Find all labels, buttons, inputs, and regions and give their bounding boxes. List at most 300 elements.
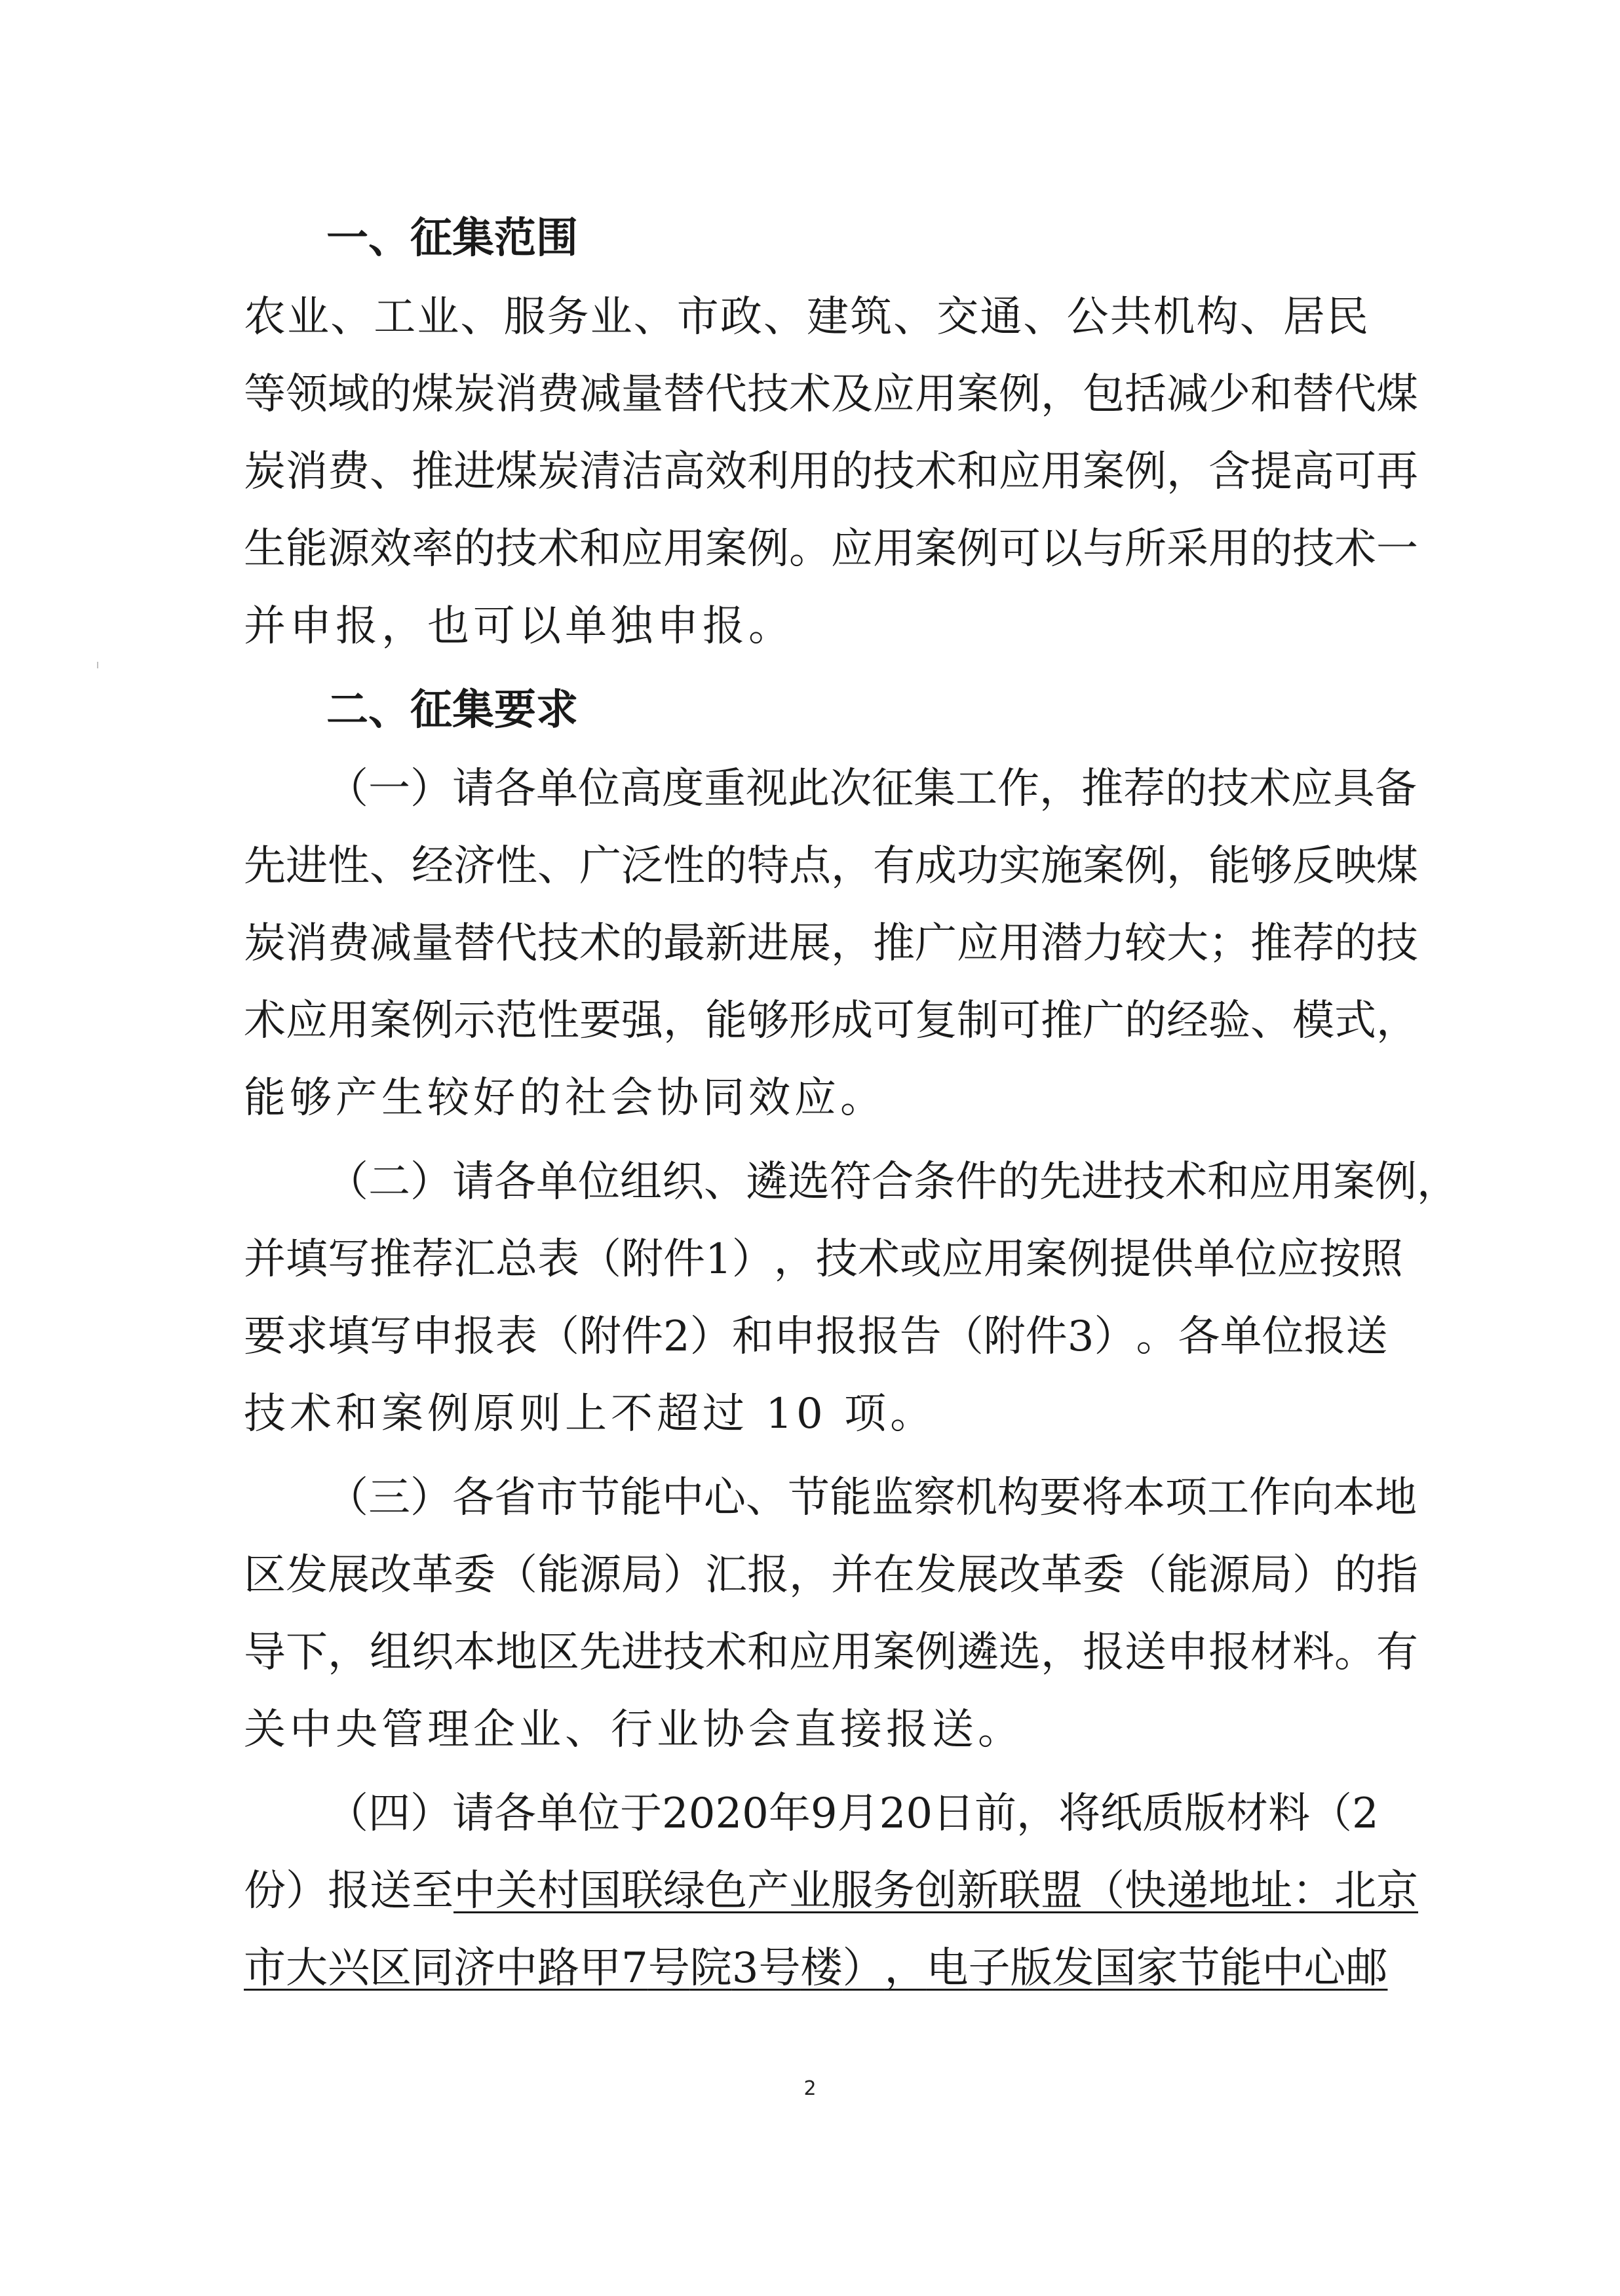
- paragraph-line: [244, 1301, 1388, 1372]
- text-glyph: 中: [662, 1474, 704, 1522]
- paragraph-line: [244, 1224, 1403, 1295]
- text-glyph: 可: [999, 525, 1041, 573]
- text-glyph: 荐: [412, 1235, 453, 1284]
- text-glyph: 单: [536, 765, 578, 813]
- text-glyph: 送: [370, 1867, 412, 1915]
- text-glyph: 局: [1250, 1551, 1292, 1599]
- text-glyph: 用: [663, 525, 705, 573]
- text-glyph: 构: [997, 1474, 1039, 1522]
- text-glyph: 功: [957, 842, 999, 890]
- text-glyph: 心: [704, 1474, 746, 1522]
- text-glyph: 要: [1039, 1474, 1081, 1522]
- text-glyph: 报: [815, 1312, 858, 1361]
- text-glyph: 替: [663, 370, 705, 419]
- text-glyph: 推: [1081, 765, 1123, 813]
- paragraph-line: [244, 1540, 1418, 1611]
- text-glyph: 技: [537, 919, 579, 968]
- text-glyph: 号: [758, 1944, 801, 1993]
- text-glyph: 用: [1291, 1158, 1333, 1206]
- text-glyph: 费: [328, 919, 370, 968]
- text-glyph: 和: [747, 1628, 789, 1677]
- text-glyph: 产: [747, 1867, 789, 1915]
- text-glyph: ）: [731, 1235, 774, 1284]
- text-glyph: （: [326, 1789, 368, 1838]
- text-glyph: 源: [328, 525, 370, 573]
- text-glyph: 技: [495, 525, 537, 573]
- text-glyph: 报: [1208, 1628, 1250, 1677]
- text-glyph: 项: [1165, 1474, 1207, 1522]
- text-glyph: 强: [621, 997, 663, 1045]
- text-glyph: 等: [244, 370, 286, 419]
- text-glyph: 月: [837, 1789, 879, 1838]
- text-glyph: 革: [412, 1551, 453, 1599]
- text-glyph: 遴: [746, 1158, 788, 1206]
- text-glyph: 位: [578, 1789, 620, 1838]
- text-glyph: 快: [1125, 1867, 1167, 1915]
- text-glyph: 或: [899, 1235, 942, 1284]
- text-glyph: ，: [831, 842, 873, 890]
- text-glyph: 效: [370, 525, 412, 573]
- text-glyph: 技: [873, 448, 915, 496]
- text-glyph: 代: [705, 370, 747, 419]
- text-glyph: 组: [620, 1158, 662, 1206]
- text-glyph: 报: [1303, 1312, 1346, 1361]
- text-glyph: 煤: [1376, 370, 1418, 419]
- text-glyph: 局: [621, 1551, 663, 1599]
- text-glyph: 公: [1066, 293, 1109, 341]
- text-glyph: 区: [537, 1628, 579, 1677]
- text-glyph: 的: [1125, 997, 1167, 1045]
- text-glyph: 新: [705, 919, 747, 968]
- text-glyph: 炭: [244, 448, 286, 496]
- text-glyph: 改: [370, 1551, 412, 1599]
- text-glyph: 和: [731, 1312, 774, 1361]
- text-glyph: 洁: [621, 448, 663, 496]
- text-glyph: 最: [663, 919, 705, 968]
- text-glyph: 报: [328, 1867, 370, 1915]
- text-glyph: 有: [1376, 1628, 1418, 1677]
- text-glyph: 省: [494, 1474, 536, 1522]
- text-glyph: 费: [537, 370, 579, 419]
- text-glyph: 进: [286, 842, 328, 890]
- text-glyph: 展: [789, 919, 831, 968]
- text-glyph: 炭: [453, 370, 495, 419]
- text-glyph: 汇: [453, 1235, 495, 1284]
- text-glyph: 集: [914, 765, 955, 813]
- text-glyph: 括: [1125, 370, 1167, 419]
- text-glyph: 9: [810, 1789, 838, 1838]
- text-glyph: 委: [1083, 1551, 1125, 1599]
- text-glyph: 节: [788, 1474, 830, 1522]
- text-glyph: 施: [1041, 842, 1083, 890]
- text-glyph: 映: [1334, 842, 1376, 890]
- text-glyph: （: [1125, 1551, 1167, 1599]
- text-glyph: 提: [1109, 1235, 1151, 1284]
- text-glyph: 业: [590, 293, 632, 341]
- text-glyph: 2: [663, 1312, 690, 1361]
- text-glyph: 、: [893, 293, 936, 341]
- text-glyph: 特: [747, 842, 789, 890]
- text-glyph: 20: [879, 1789, 933, 1838]
- text-glyph: 应: [831, 525, 873, 573]
- text-glyph: 展: [328, 1551, 370, 1599]
- paragraph-line: [244, 514, 1418, 584]
- text-glyph: 术: [537, 525, 579, 573]
- text-glyph: 煤: [1376, 842, 1418, 890]
- text-glyph: 路: [537, 1944, 579, 1993]
- text-glyph: 单: [1220, 1312, 1262, 1361]
- text-glyph: ，: [789, 1551, 831, 1599]
- text-glyph: 煤: [495, 448, 537, 496]
- text-glyph: 的: [1165, 765, 1207, 813]
- section-heading-scope: 一、征集范围: [326, 214, 578, 263]
- text-glyph: 模: [1292, 997, 1334, 1045]
- text-glyph: 案: [873, 1628, 915, 1677]
- text-glyph: 术: [915, 448, 957, 496]
- text-glyph: 申: [412, 1312, 453, 1361]
- text-glyph: 能: [705, 997, 747, 1045]
- text-glyph: 技: [747, 370, 789, 419]
- text-glyph: 可: [873, 997, 915, 1045]
- text-glyph: 件: [1025, 1312, 1068, 1361]
- text-glyph: 将: [1058, 1789, 1101, 1838]
- text-glyph: 市: [536, 1474, 578, 1522]
- text-glyph: 术: [1334, 525, 1376, 573]
- text-glyph: 式: [1334, 997, 1376, 1045]
- text-glyph: ，: [884, 1944, 927, 1993]
- text-glyph: 例: [999, 370, 1041, 419]
- text-glyph: 率: [412, 525, 453, 573]
- text-glyph: 减: [579, 370, 621, 419]
- text-glyph: 次: [830, 765, 872, 813]
- text-glyph: ）: [410, 765, 452, 813]
- text-glyph: 够: [747, 997, 789, 1045]
- text-glyph: 发: [286, 1551, 328, 1599]
- text-glyph: 务: [873, 1867, 915, 1915]
- text-glyph: 性: [328, 842, 370, 890]
- text-glyph: 京: [1376, 1867, 1418, 1915]
- text-glyph: 工: [374, 293, 416, 341]
- text-glyph: 纸: [1100, 1789, 1143, 1838]
- text-glyph: 联: [621, 1867, 663, 1915]
- text-glyph: 于: [620, 1789, 662, 1838]
- text-glyph: 请: [452, 1789, 494, 1838]
- text-glyph: 料: [1292, 1628, 1334, 1677]
- text-glyph: 术: [579, 919, 621, 968]
- text-glyph: 附: [983, 1312, 1026, 1361]
- text-glyph: 用: [1041, 448, 1083, 496]
- text-glyph: 技: [1123, 1158, 1165, 1206]
- text-glyph: 申: [1167, 1628, 1208, 1677]
- text-glyph: 例: [747, 525, 789, 573]
- text-glyph: 费: [328, 448, 370, 496]
- text-glyph: 将: [1081, 1474, 1123, 1522]
- text-glyph: 性: [495, 842, 537, 890]
- text-glyph: 新: [957, 1867, 999, 1915]
- text-glyph: 报: [1083, 1628, 1125, 1677]
- text-glyph: 料: [1268, 1789, 1311, 1838]
- text-glyph: 能: [1167, 1551, 1208, 1599]
- text-glyph: 量: [412, 919, 453, 968]
- text-glyph: 中: [495, 1944, 537, 1993]
- text-glyph: 件: [621, 1312, 663, 1361]
- text-glyph: 要: [244, 1312, 286, 1361]
- text-glyph: 案: [1333, 1158, 1375, 1206]
- text-glyph: 能: [620, 1474, 662, 1522]
- text-glyph: 年: [768, 1789, 811, 1838]
- text-glyph: 术: [705, 1628, 747, 1677]
- text-glyph: 用: [983, 1235, 1026, 1284]
- text-glyph: 、: [330, 293, 373, 341]
- text-glyph: 质: [1142, 1789, 1185, 1838]
- text-glyph: 子: [968, 1944, 1011, 1993]
- text-glyph: 二: [368, 1158, 410, 1206]
- text-glyph: 版: [1010, 1944, 1052, 1993]
- text-glyph: 和: [579, 525, 621, 573]
- text-glyph: 源: [579, 1551, 621, 1599]
- text-glyph: ，: [1376, 997, 1418, 1045]
- text-glyph: 、: [1239, 293, 1282, 341]
- text-glyph: 家: [1136, 1944, 1178, 1993]
- text-glyph: 和: [957, 448, 999, 496]
- text-glyph: 筑: [850, 293, 893, 341]
- text-glyph: （: [941, 1312, 984, 1361]
- text-glyph: 创: [915, 1867, 957, 1915]
- text-glyph: 代: [1334, 370, 1376, 419]
- text-glyph: 用: [1208, 525, 1250, 573]
- text-glyph: ，: [831, 919, 873, 968]
- text-glyph: ，: [1041, 370, 1083, 419]
- text-glyph: 例: [957, 525, 999, 573]
- text-glyph: 填: [286, 1235, 328, 1284]
- text-glyph: 用: [328, 997, 370, 1045]
- text-glyph: 少: [1208, 370, 1250, 419]
- paragraph-line: [244, 1856, 1418, 1926]
- text-glyph: 兴: [328, 1944, 370, 1993]
- text-glyph: 发: [1052, 1944, 1094, 1993]
- text-glyph: 再: [1376, 448, 1418, 496]
- text-glyph: 。: [1334, 1628, 1376, 1677]
- text-glyph: 广: [579, 842, 621, 890]
- text-glyph: 技: [1292, 525, 1334, 573]
- text-glyph: 地: [1375, 1474, 1417, 1522]
- text-glyph: 性: [537, 997, 579, 1045]
- text-glyph: 并: [244, 1235, 286, 1284]
- text-glyph: 技: [663, 1628, 705, 1677]
- text-glyph: 各: [494, 765, 536, 813]
- text-glyph: 具: [1333, 765, 1375, 813]
- text-glyph: 生: [244, 525, 286, 573]
- paragraph-line: [244, 282, 1368, 353]
- text-glyph: （: [1083, 1867, 1125, 1915]
- text-glyph: 替: [453, 919, 495, 968]
- text-glyph: 委: [453, 1551, 495, 1599]
- text-glyph: 济: [453, 842, 495, 890]
- text-glyph: 的: [370, 370, 412, 419]
- text-glyph: 包: [1083, 370, 1125, 419]
- text-glyph: 源: [1208, 1551, 1250, 1599]
- text-glyph: 推: [873, 919, 915, 968]
- text-glyph: 能: [1220, 1944, 1262, 1993]
- text-glyph: 本: [453, 1628, 495, 1677]
- text-glyph: 、: [633, 293, 676, 341]
- text-glyph: 四: [368, 1789, 410, 1838]
- text-glyph: 范: [495, 997, 537, 1045]
- text-glyph: 能: [286, 525, 328, 573]
- text-glyph: 市: [244, 1944, 286, 1993]
- text-glyph: 实: [999, 842, 1041, 890]
- text-glyph: 案: [915, 525, 957, 573]
- text-glyph: ）: [286, 1867, 328, 1915]
- paragraph-line: [244, 359, 1418, 430]
- text-glyph: 较: [1125, 919, 1167, 968]
- text-glyph: 至: [412, 1867, 453, 1915]
- text-glyph: 域: [328, 370, 370, 419]
- text-glyph: 的: [1250, 525, 1292, 573]
- text-glyph: 导: [244, 1628, 286, 1677]
- text-glyph: 革: [1041, 1551, 1083, 1599]
- text-glyph: 楼: [800, 1944, 843, 1993]
- text-glyph: 2020: [662, 1789, 769, 1838]
- text-glyph: 推: [412, 448, 453, 496]
- text-glyph: 民: [1326, 293, 1368, 341]
- text-glyph: 应: [789, 1628, 831, 1677]
- text-glyph: 应: [1277, 1235, 1319, 1284]
- text-glyph: 制: [957, 997, 999, 1045]
- paragraph-line: 技术和案例原则上不超过 10 项。: [244, 1390, 936, 1438]
- paragraph-line: [326, 1778, 1379, 1849]
- text-glyph: 业: [789, 1867, 831, 1915]
- text-glyph: 送: [1125, 1628, 1167, 1677]
- text-glyph: 联: [999, 1867, 1041, 1915]
- text-glyph: ，: [1417, 1158, 1459, 1206]
- text-glyph: 建: [807, 293, 849, 341]
- text-glyph: 指: [1376, 1551, 1418, 1599]
- text-glyph: 案: [1083, 842, 1125, 890]
- text-glyph: 遴: [957, 1628, 999, 1677]
- text-glyph: 单: [1193, 1235, 1235, 1284]
- text-glyph: 心: [1303, 1944, 1346, 1993]
- text-glyph: 和: [1250, 370, 1292, 419]
- text-glyph: 、: [460, 293, 503, 341]
- text-glyph: 符: [830, 1158, 872, 1206]
- text-glyph: 位: [1262, 1312, 1304, 1361]
- text-glyph: 递: [1167, 1867, 1208, 1915]
- text-glyph: 高: [620, 765, 662, 813]
- text-glyph: 案: [957, 370, 999, 419]
- text-glyph: 用: [831, 1628, 873, 1677]
- text-glyph: 案: [1083, 448, 1125, 496]
- text-glyph: ）: [410, 1789, 452, 1838]
- text-glyph: 应: [1291, 765, 1333, 813]
- text-glyph: 能: [830, 1474, 872, 1522]
- text-glyph: 案: [1025, 1235, 1068, 1284]
- text-glyph: 下: [286, 1628, 328, 1677]
- text-glyph: 反: [1292, 842, 1334, 890]
- text-glyph: 条: [914, 1158, 955, 1206]
- text-glyph: 度: [662, 765, 704, 813]
- text-glyph: 附: [621, 1235, 663, 1284]
- text-glyph: 经: [1167, 997, 1208, 1045]
- text-glyph: 关: [495, 1867, 537, 1915]
- text-glyph: 填: [328, 1312, 370, 1361]
- text-glyph: 件: [663, 1235, 705, 1284]
- text-glyph: 构: [1196, 293, 1239, 341]
- text-glyph: 领: [286, 370, 328, 419]
- text-glyph: ）: [410, 1474, 452, 1522]
- page-number: 2: [803, 2077, 817, 2100]
- text-glyph: 材: [1226, 1789, 1269, 1838]
- text-glyph: 各: [494, 1789, 536, 1838]
- text-glyph: 写: [370, 1312, 412, 1361]
- text-glyph: 推: [1041, 997, 1083, 1045]
- text-glyph: 色: [705, 1867, 747, 1915]
- text-glyph: 地: [495, 1628, 537, 1677]
- text-glyph: 案: [370, 997, 412, 1045]
- text-glyph: 察: [914, 1474, 955, 1522]
- text-glyph: 向: [1291, 1474, 1333, 1522]
- paragraph-line-underlined: [244, 1933, 1388, 2004]
- text-glyph: 量: [621, 370, 663, 419]
- text-glyph: 先: [1039, 1158, 1081, 1206]
- text-glyph: 节: [1178, 1944, 1220, 1993]
- text-glyph: 前: [974, 1789, 1017, 1838]
- paragraph-line: [244, 1617, 1418, 1688]
- text-glyph: 复: [915, 997, 957, 1045]
- text-glyph: 各: [452, 1474, 494, 1522]
- text-glyph: 、: [370, 448, 412, 496]
- text-glyph: 术: [244, 997, 286, 1045]
- text-glyph: 服: [503, 293, 546, 341]
- text-glyph: 件: [955, 1158, 997, 1206]
- text-glyph: 各: [494, 1158, 536, 1206]
- text-glyph: 消: [495, 370, 537, 419]
- text-glyph: 政: [720, 293, 762, 341]
- text-glyph: 1: [705, 1235, 732, 1284]
- section-heading-requirements: 二、征集要求: [326, 686, 578, 735]
- text-glyph: 减: [370, 919, 412, 968]
- text-glyph: ；: [1208, 919, 1250, 968]
- text-glyph: 的: [621, 919, 663, 968]
- text-glyph: 效: [705, 448, 747, 496]
- text-glyph: 重: [704, 765, 746, 813]
- paragraph-line: [326, 1147, 1459, 1217]
- text-glyph: 选: [788, 1158, 830, 1206]
- text-glyph: 7: [621, 1944, 648, 1993]
- text-glyph: 大: [286, 1944, 328, 1993]
- text-glyph: ，: [663, 997, 705, 1045]
- text-glyph: 作: [997, 765, 1039, 813]
- text-glyph: 所: [1125, 525, 1167, 573]
- text-glyph: 有: [873, 842, 915, 890]
- paragraph-line: [244, 985, 1418, 1056]
- text-glyph: 位: [1235, 1235, 1277, 1284]
- text-glyph: 求: [286, 1312, 328, 1361]
- text-glyph: 同: [412, 1944, 453, 1993]
- text-glyph: 术: [857, 1235, 900, 1284]
- text-glyph: 3: [1067, 1312, 1094, 1361]
- text-glyph: 写: [328, 1235, 370, 1284]
- text-glyph: 交: [936, 293, 979, 341]
- text-glyph: 业: [287, 293, 330, 341]
- text-glyph: 先: [579, 1628, 621, 1677]
- text-glyph: 日: [933, 1789, 975, 1838]
- text-glyph: 共: [1109, 293, 1152, 341]
- text-glyph: 合: [872, 1158, 914, 1206]
- text-glyph: 绿: [663, 1867, 705, 1915]
- text-glyph: 减: [1167, 370, 1208, 419]
- text-glyph: 能: [537, 1551, 579, 1599]
